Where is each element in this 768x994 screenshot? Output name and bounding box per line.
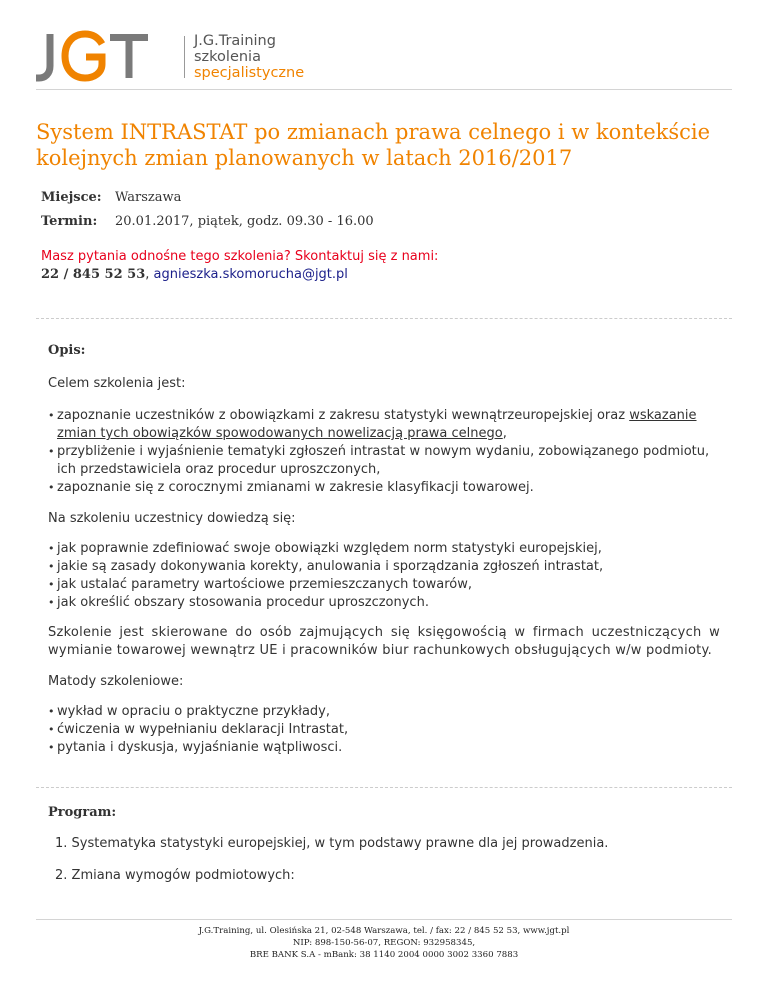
learn-list [48,540,720,612]
opis-heading: Opis: [48,343,86,358]
page-footer [0,925,768,961]
logo-line-szkolenia: szkolenia [194,49,261,65]
program-item-1-text: Systematyka statystyki europejskiej, w tym podstawy prawne dla jej prowadzenia. [71,836,609,851]
list-item: • ćwiczenia w wypełnianiu deklaracji Intrastat, [48,721,720,739]
event-meta [41,186,374,234]
list-item: • jak określić obszary stosowania procedur uproszczonych. [48,594,720,612]
program-item-1-num: 1. [55,836,68,851]
list-item: • pytania i dyskusja, wyjaśnianie wątpliwosci. [48,739,720,757]
goals-list-block [48,407,720,497]
list-item [48,407,720,443]
goals-list [48,407,720,497]
program-item-2-text: Zmiana wymogów podmiotowych: [71,868,295,883]
goal-1-text: zapoznanie uczestników z obowiązkami z zakresu statystyki wewnątrzeuropejskiej oraz [57,408,630,423]
place-value: Warszawa [115,190,182,205]
contact-phone[interactable]: 22 / 845 52 53 [41,267,146,282]
section-divider-program [36,787,732,788]
logo-line-specjalistyczne: specjalistyczne [194,65,305,81]
methods-list-block [48,703,720,757]
contact-question: Masz pytania odnośne tego szkolenia? Skontaktuj się z nami: [41,249,439,264]
audience-paragraph [48,624,720,660]
meta-place [41,186,374,210]
goal-1-underlined: wskazanie zmian tych obowiązków spowodowanych nowelizacją prawa celnego [57,408,697,441]
list-item: • jak poprawnie zdefiniować swoje obowiązki względem norm statystyki europejskiej, [48,540,720,558]
methods-intro [48,673,720,691]
learn-intro [48,510,720,528]
list-item: • jak ustalać parametry wartościowe przemieszczanych towarów, [48,576,720,594]
footer-bank: BRE BANK S.A - mBank: 38 1140 2004 0000 3002 3360 7883 [249,950,519,960]
logo-line-company: J.G.Training [194,33,276,49]
date-value: 20.01.2017, piątek, godz. 09.30 - 16.00 [115,214,374,229]
program-item-1 [55,836,608,851]
program-item-2 [55,868,295,883]
date-label: Termin: [41,214,98,229]
contact-separator: , [145,267,154,282]
learn-list-block [48,540,720,612]
list-item: • jakie są zasady dokonywania korekty, anulowania i sporządzania zgłoszeń intrastat, [48,558,720,576]
list-item: • wykład w opraciu o praktyczne przykłady, [48,703,720,721]
section-divider-opis [36,318,732,319]
logo-wordmark [194,33,304,81]
contact-email-link[interactable]: agnieszka.skomorucha@jgt.pl [153,267,348,282]
methods-intro-text: Matody szkoleniowe: [48,674,184,689]
program-heading: Program: [48,805,117,820]
logo-divider [184,36,185,78]
page-title: System INTRASTAT po zmianach prawa celnego i w kontekście kolejnych zmian planowanych w latach 2016/2017 [36,120,711,170]
opis-intro [48,375,720,393]
footer-address: J.G.Training, ul. Olesińska 21, 02-548 Warszawa, tel. / fax: 22 / 845 52 53, www.jgt.pl [198,926,570,936]
list-item: • zapoznanie się z corocznymi zmianami w zakresie klasyfikacji towarowej. [48,479,720,497]
header-divider [36,89,732,90]
learn-intro-text: Na szkoleniu uczestnicy dowiedzą się: [48,511,296,526]
place-label: Miejsce: [41,190,102,205]
meta-date [41,210,374,234]
contact-block [41,248,438,284]
program-item-2-num: 2. [55,868,68,883]
footer-divider [36,919,732,920]
audience-text: Szkolenie jest skierowane do osób zajmujących się księgowością w firmach uczestniczących w wymianie towarowej wewnątrz UE i pracowników biur rachunkowych obsługujących w/w podmioty. [48,625,720,658]
jgt-logo-icon [36,30,148,82]
goal-1-end: , [502,426,507,441]
footer-tax-ids: NIP: 898-150-56-07, REGON: 932958345, [292,938,476,948]
contact-details [41,266,438,284]
methods-list [48,703,720,757]
opis-intro-text: Celem szkolenia jest: [48,376,186,391]
list-item: • przybliżenie i wyjaśnienie tematyki zgłoszeń intrastat w nowym wydaniu, zobowiązanego podmiotu, ich przedstawiciela oraz procedur uproszczonych, [48,443,720,479]
